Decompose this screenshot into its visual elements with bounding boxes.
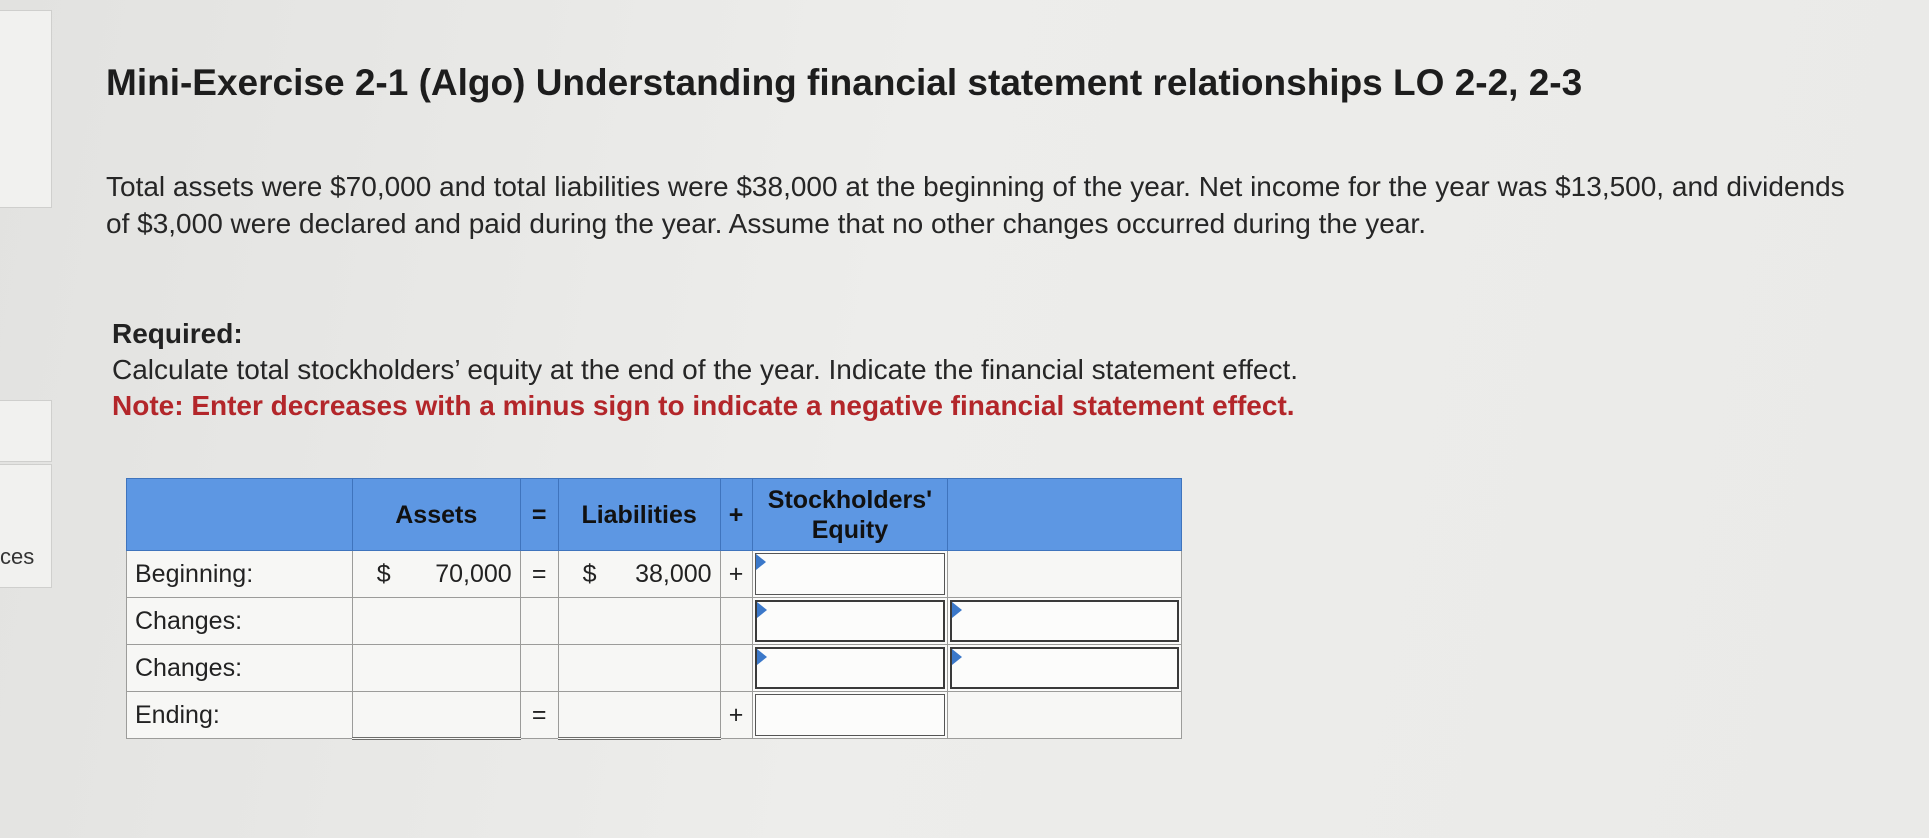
sidebar-panel-middle [0, 400, 52, 462]
ending-equity-cell [752, 692, 948, 739]
plus-sign: + [720, 551, 752, 598]
row-label-text: Ending: [135, 700, 220, 729]
changes1-liabilities-cell [558, 598, 720, 645]
equals-sign: = [520, 692, 558, 739]
changes2-op2 [720, 645, 752, 692]
beginning-liabilities-value: 38,000 [635, 559, 712, 588]
header-assets: Assets [352, 479, 520, 551]
table-row-beginning [127, 551, 1182, 598]
ending-equity-input[interactable] [756, 695, 945, 735]
header-extra [948, 479, 1182, 551]
changes1-assets-cell [352, 598, 520, 645]
row-label-text: Changes: [135, 653, 243, 682]
table-header-row [127, 479, 1182, 551]
header-plus: + [720, 479, 752, 551]
beginning-assets-cell [352, 551, 520, 598]
changes1-op2 [720, 598, 752, 645]
row-label [127, 598, 353, 645]
changes2-description-cell [948, 645, 1182, 692]
changes2-assets-cell [352, 645, 520, 692]
changes2-equity-input[interactable] [757, 649, 944, 687]
changes2-equity-cell [752, 645, 948, 692]
note-text: Note: Enter decreases with a minus sign to indicate a negative financial statement effect. [112, 390, 1295, 421]
header-equals: = [520, 479, 558, 551]
equals-sign: = [520, 551, 558, 598]
beginning-equity-input[interactable] [756, 554, 945, 594]
changes1-description-cell [948, 598, 1182, 645]
ending-liabilities-cell [558, 692, 720, 739]
table-row-changes-2 [127, 645, 1182, 692]
row-label [127, 692, 353, 739]
changes2-op1 [520, 645, 558, 692]
required-label: Required: [112, 318, 243, 349]
dropdown-flag-icon [952, 649, 962, 665]
problem-statement: Total assets were $70,000 and total liabilities were $38,000 at the beginning of the year. Net income for the year was $13,500, and dividends of $3,000 were declared and paid during the year. Assume that no other changes occurred during the year. [106, 171, 1845, 239]
input-flag-icon [757, 649, 767, 665]
table-row-changes-1 [127, 598, 1182, 645]
ending-extra-cell [948, 692, 1182, 739]
dropdown-flag-icon [952, 602, 962, 618]
currency-symbol: $ [582, 559, 597, 588]
ending-equity-input-box[interactable] [755, 694, 946, 736]
exercise-title: Mini-Exercise 2-1 (Algo) Understanding financial statement relationships LO 2-2, 2-3 [106, 62, 1583, 103]
plus-sign: + [720, 692, 752, 739]
table-row-ending [127, 692, 1182, 739]
changes2-description-dropdown[interactable] [950, 647, 1179, 689]
header-liabilities: Liabilities [558, 479, 720, 551]
instruction-text: Calculate total stockholders’ equity at the end of the year. Indicate the financial statement effect. [112, 354, 1299, 385]
beginning-liabilities-cell [558, 551, 720, 598]
changes2-liabilities-cell [558, 645, 720, 692]
ending-assets-cell [352, 692, 520, 739]
sidebar-panel-top [0, 10, 52, 208]
input-flag-icon [756, 554, 766, 570]
changes1-op1 [520, 598, 558, 645]
changes1-equity-input-box[interactable] [755, 600, 946, 642]
sidebar-fragment-label[interactable]: ces [0, 544, 35, 569]
beginning-equity-cell [752, 551, 948, 598]
header-blank [127, 479, 353, 551]
row-label [127, 645, 353, 692]
currency-symbol: $ [376, 559, 391, 588]
input-flag-icon [757, 602, 767, 618]
changes1-description-dropdown[interactable] [950, 600, 1179, 642]
header-equity: Stockholders' Equity [752, 479, 948, 551]
row-label [127, 551, 353, 598]
changes2-equity-input-box[interactable] [755, 647, 946, 689]
beginning-assets-value: 70,000 [435, 559, 512, 588]
row-label-text: Changes: [135, 606, 243, 635]
accounting-equation-table [126, 478, 1182, 740]
changes1-equity-cell [752, 598, 948, 645]
row-label-text: Beginning: [135, 559, 254, 588]
beginning-equity-input-box[interactable] [755, 553, 946, 595]
beginning-extra-cell [948, 551, 1182, 598]
changes1-equity-input[interactable] [757, 602, 944, 640]
